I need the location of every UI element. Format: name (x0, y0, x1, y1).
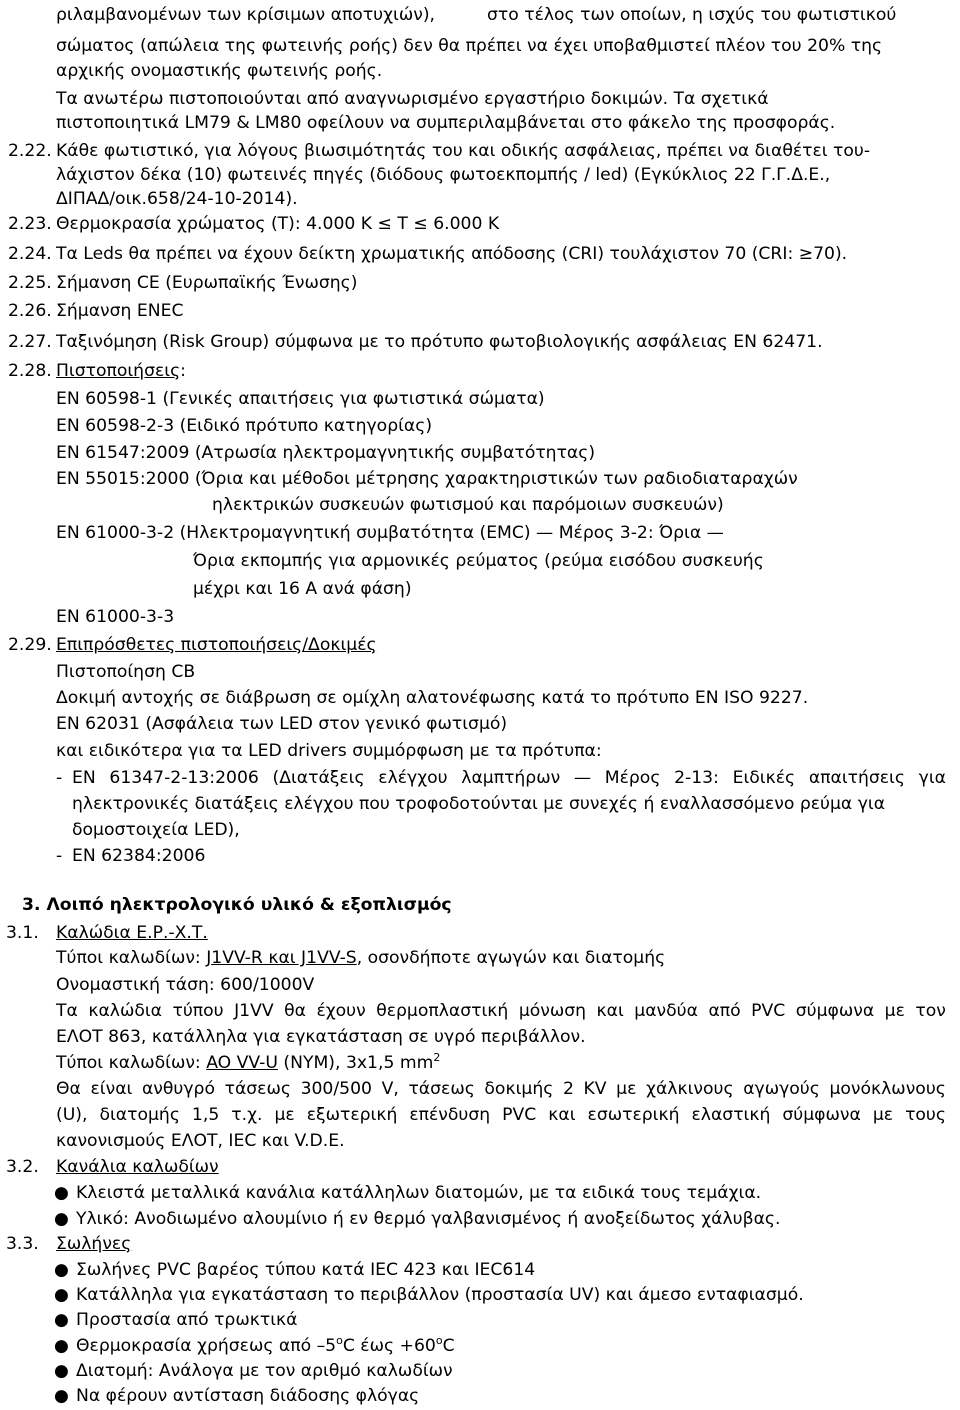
item-2-22-line-3: ΔΙΠΑΔ/οικ.658/24-10-2014). (56, 189, 298, 209)
temp-range-text: C (442, 1336, 455, 1356)
cert-en-55015-line-2: ηλεκτρικών συσκευών φωτισμού και παρόμοιων συσκευών) (212, 495, 724, 515)
cert-en-61000-3-2-line-1: EN 61000-3-2 (Ηλεκτρομαγνητική συμβατότητα (EMC) — Μέρος 3-2: Όρια — (56, 523, 724, 543)
word: ελέγχου (378, 768, 448, 788)
cable-trays-bullet-2: Υλικό: Ανοδιωμένο αλουμίνιο ή εν θερμό γαλβανισμένος ή ανοξείδωτος χάλυβας. (76, 1209, 781, 1229)
item-number: 2.22. (8, 141, 52, 161)
word: τάσεως (224, 1079, 291, 1099)
conduits-bullet-2: Κατάλληλα για εγκατάσταση το περιβάλλον (προστασία UV) και άμεσο ενταφιασμό. (76, 1285, 804, 1305)
cable-trays-heading: Κανάλια καλωδίων (56, 1157, 219, 1177)
additional-certifications-heading: Επιπρόσθετες πιστοποιήσεις/Δοκιμές (56, 635, 377, 655)
word: από (708, 1001, 741, 1021)
cert-en-61347-line-3: δομοστοιχεία LED), (72, 820, 240, 840)
j1vv-description-line-2: ΕΛΟΤ 863, κατάλληλα για εγκατάσταση σε υγρό περιβάλλον. (56, 1027, 586, 1047)
superscript: 2 (433, 1051, 441, 1064)
bullet-icon: ● (54, 1361, 69, 1381)
cable-trays-bullet-1: Κλειστά μεταλλικά κανάλια κατάλληλων διατομών, με τα ειδικά τους τεμάχια. (76, 1183, 762, 1203)
word: χάλκινους (646, 1079, 734, 1099)
word: με (872, 1105, 894, 1125)
intro-line-2: σώματος (απώλεια της φωτεινής ροής) δεν θα πρέπει να έχει υποβαθμιστεί πλέον του 20% της (56, 36, 883, 56)
word: 300/500 (300, 1079, 372, 1099)
item-2-24-text: Τα Leds θα πρέπει να έχουν δείκτη χρωματικής απόδοσης (CRI) τουλάχιστον 70 (CRI: ≥70). (56, 244, 848, 264)
bullet-icon: ● (54, 1386, 69, 1406)
word: (Διατάξεις (272, 768, 365, 788)
cert-en-55015-line-1: EN 55015:2000 (Όρια και μέθοδοι μέτρησης χαρακτηριστικών των ραδιοδιαταραχών (56, 469, 798, 489)
word: PVC (751, 1001, 786, 1021)
item-number: 2.24. (8, 244, 52, 264)
item-2-23-text: Θερμοκρασία χρώματος (Τ): 4.000 K ≤ T ≤ 6.000 K (56, 214, 500, 234)
cert-en-61547: EN 61547:2009 (Ατρωσία ηλεκτρομαγνητικής συμβατότητας) (56, 443, 596, 463)
conduits-bullet-3: Προστασία από τρωκτικά (76, 1310, 298, 1330)
word: διατομής (99, 1105, 180, 1125)
word: V, (381, 1079, 399, 1099)
heading-colon: : (180, 361, 186, 381)
cert-en-61000-3-3: EN 61000-3-3 (56, 607, 175, 627)
salt-mist-test: Δοκιμή αντοχής σε διάβρωση σε ομίχλη αλατονέφωσης κατά το πρότυπο EN ISO 9227. (56, 688, 809, 708)
item-2-25-text: Σήμανση CE (Ευρωπαϊκής Ένωσης) (56, 273, 358, 293)
word: 61347-2-13:2006 (109, 768, 259, 788)
item-2-22-line-2: λάχιστον δέκα (10) φωτεινές πηγές (διόδους φωτοεκπομπής / led) (Εγκύκλιος 22 Γ.Γ.Δ.Ε., (56, 165, 831, 185)
word: δοκιμής (484, 1079, 554, 1099)
word: σύμφωνα (795, 1001, 875, 1021)
word: με (884, 1001, 905, 1021)
led-drivers-intro: και ειδικότερα για τα LED drivers συμμόρφωση με τα πρότυπα: (56, 741, 602, 761)
word: είναι (90, 1079, 133, 1099)
cert-en-61347-line-2: ηλεκτρονικές διατάξεις ελέγχου που τροφοδοτούνται με συνεχές ή εναλλασσόμενο ρεύμα για (72, 794, 886, 814)
intro-line-1b: στο τέλος των οποίων, η ισχύς του φωτιστικού (487, 5, 897, 25)
cb-certification: Πιστοποίηση CB (56, 662, 196, 682)
conduits-bullet-5: Διατομή: Ανάλογα με τον αριθμό καλωδίων (76, 1361, 453, 1381)
word: μανδύα (634, 1001, 698, 1021)
item-number: 2.28. (8, 361, 52, 381)
word: ελαστική (691, 1105, 771, 1125)
item-number: 2.25. (8, 273, 52, 293)
word: εξωτερική (306, 1105, 398, 1125)
item-2-27-text: Ταξινόμηση (Risk Group) σύμφωνα με το πρότυπο φωτοβιολογικής ασφάλειας EN 62471. (56, 332, 823, 352)
word: Μέρος (604, 768, 661, 788)
word: τ.χ. (231, 1105, 263, 1125)
item-2-26-text: Σήμανση ENEC (56, 301, 184, 321)
cert-en-62384: EN 62384:2006 (72, 846, 206, 866)
nominal-voltage: Ονομαστική τάση: 600/1000V (56, 975, 315, 995)
word: EN (72, 768, 96, 788)
bullet-icon: ● (54, 1336, 69, 1356)
word: τους (905, 1105, 946, 1125)
bullet-icon: ● (54, 1260, 69, 1280)
word: και (548, 1105, 576, 1125)
cable-type-value: AO VV-U (206, 1053, 278, 1073)
word: αγωγούς (743, 1079, 820, 1099)
word: Τα (56, 1001, 78, 1021)
word: για (918, 768, 946, 788)
cert-en-61000-3-2-line-3: μέχρι και 16 A ανά φάση) (193, 579, 412, 599)
word: θα (284, 1001, 306, 1021)
nym-description-line-3: κανονισμούς ΕΛΟΤ, IEC και V.D.E. (56, 1131, 345, 1151)
nym-description-line-1 (56, 1077, 946, 1101)
word: KV (583, 1079, 607, 1099)
word: 2 (562, 1079, 574, 1099)
intro-line-1a: ριλαμβανομένων των κρίσιμων αποτυχιών), (56, 5, 436, 25)
cert-en-60598-2-3: EN 60598-2-3 (Ειδικό πρότυπο κατηγορίας) (56, 416, 433, 436)
intro-line-4: Τα ανωτέρω πιστοποιούνται από αναγνωρισμένο εργαστήριο δοκιμών. Τα σχετικά (56, 89, 769, 109)
word: μόνωση (518, 1001, 587, 1021)
word: θερμοπλαστική (376, 1001, 509, 1021)
bullet-icon: ● (54, 1285, 69, 1305)
item-number: 3.3. (6, 1234, 39, 1254)
cable-types-label: Τύποι καλωδίων: (56, 948, 207, 968)
cable-types-j1vv (56, 946, 665, 970)
cert-en-62031: EN 62031 (Ασφάλεια των LED στον γενικό φωτισμό) (56, 714, 508, 734)
word: τύπου (172, 1001, 224, 1021)
item-number: 2.29. (8, 635, 52, 655)
cable-types-label: Τύποι καλωδίων: (56, 1053, 207, 1073)
bullet-icon: ● (54, 1183, 69, 1203)
bullet-icon: ● (54, 1310, 69, 1330)
word: PVC (502, 1105, 537, 1125)
word: με (616, 1079, 637, 1099)
dash-marker: - (56, 846, 63, 866)
cert-en-61347-line-1 (72, 766, 946, 790)
conduits-bullet-6: Να φέρουν αντίσταση διάδοσης φλόγας (76, 1386, 420, 1406)
item-number: 2.23. (8, 214, 52, 234)
item-number: 3.2. (6, 1157, 39, 1177)
word: καλώδια (88, 1001, 163, 1021)
bullet-icon: ● (54, 1209, 69, 1229)
word: έχουν (316, 1001, 366, 1021)
word: απαιτήσεις (808, 768, 905, 788)
word: Θα (56, 1079, 81, 1099)
word: Ειδικές (732, 768, 796, 788)
cert-en-60598-1: EN 60598-1 (Γενικές απαιτήσεις για φωτιστικά σώματα) (56, 389, 545, 409)
temp-range-text: Θερμοκρασία χρήσεως από –5 (76, 1336, 337, 1356)
word: ανθυγρό (141, 1079, 215, 1099)
item-number: 2.26. (8, 301, 52, 321)
word: λαμπτήρων (461, 768, 561, 788)
conduits-bullet-1: Σωλήνες PVC βαρέος τύπου κατά IEC 423 και IEC614 (76, 1260, 536, 1280)
cable-spec: (NYM), 3x1,5 mm (277, 1053, 434, 1073)
temp-range-text: C έως +60 (342, 1336, 436, 1356)
word: — (573, 768, 592, 788)
dash-marker: - (56, 768, 63, 788)
word: J1VV (234, 1001, 274, 1021)
word: και (596, 1001, 624, 1021)
item-2-28-title (56, 359, 186, 383)
conduits-heading: Σωλήνες (56, 1234, 132, 1254)
nym-description-line-2 (56, 1103, 946, 1127)
word: με (274, 1105, 295, 1125)
superscript: ο (336, 1334, 343, 1347)
word: τάσεως (408, 1079, 475, 1099)
cables-heading: Καλώδια Ε.Ρ.-Χ.Τ. (56, 923, 208, 943)
word: εσωτερική (587, 1105, 680, 1125)
cable-types-nym (56, 1051, 440, 1075)
word: 2-13: (674, 768, 719, 788)
cable-types-rest: , οσονδήποτε αγωγών και διατομής (356, 948, 666, 968)
item-2-22-line-1: Κάθε φωτιστικό, για λόγους βιωσιμότητάς του και οδικής ασφάλειας, πρέπει να διαθέτει του- (56, 141, 871, 161)
word: (U), (56, 1105, 88, 1125)
word: 1,5 (191, 1105, 220, 1125)
word: τον (915, 1001, 946, 1021)
j1vv-description-line-1 (56, 999, 946, 1023)
word: σύμφωνα (782, 1105, 861, 1125)
item-number: 2.27. (8, 332, 52, 352)
item-number: 3.1. (6, 923, 39, 943)
certifications-heading: Πιστοποιήσεις (56, 361, 181, 381)
word: επένδυση (409, 1105, 491, 1125)
superscript: ο (435, 1334, 443, 1347)
intro-line-3: αρχικής ονομαστικής φωτεινής ροής. (56, 61, 383, 81)
section-3-heading: 3. Λοιπό ηλεκτρολογικό υλικό & εξοπλισμός (22, 895, 452, 915)
conduits-bullet-4 (76, 1334, 455, 1358)
cert-en-61000-3-2-line-2: Όρια εκπομπής για αρμονικές ρεύματος (ρεύμα εισόδου συσκευής (193, 551, 764, 571)
cable-types-value: J1VV-R και J1VV-S (206, 948, 357, 968)
intro-line-5: πιστοποιητικά LM79 & LM80 οφείλουν να συμπεριλαμβάνεται στο φάκελο της προσφοράς. (56, 113, 836, 133)
word: μονόκλωνους (829, 1079, 946, 1099)
